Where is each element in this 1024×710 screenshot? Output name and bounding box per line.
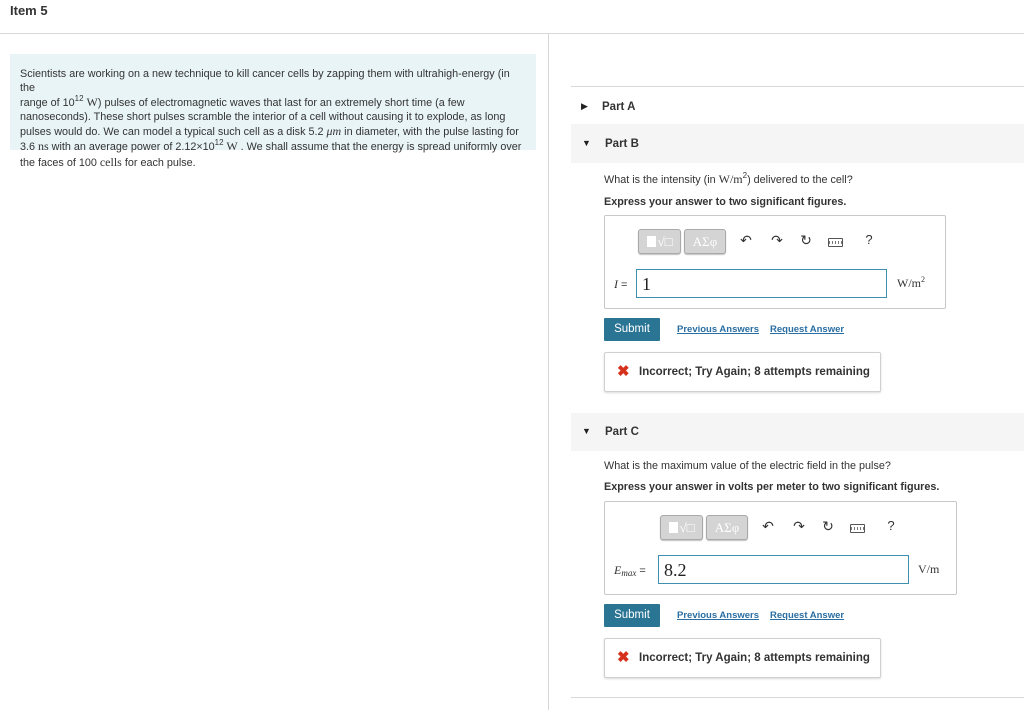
- intro-line: [20, 139, 526, 154]
- intro-text: the faces of 100: [20, 156, 100, 169]
- redo-icon[interactable]: ↷: [771, 232, 783, 248]
- part-c-instruction: Express your answer in volts per meter to two significant figures.: [604, 481, 940, 493]
- unit-text: cells: [99, 154, 122, 169]
- unit-text: ns: [38, 139, 49, 154]
- template-box-icon: [669, 522, 678, 533]
- part-c-request-answer-link[interactable]: Request Answer: [770, 610, 845, 621]
- help-icon[interactable]: ?: [865, 232, 873, 247]
- part-b-feedback: [604, 352, 881, 392]
- part-a-label: Part A: [602, 101, 636, 113]
- unit-text: W: [223, 139, 238, 154]
- part-c-previous-answers-link[interactable]: Previous Answers: [677, 610, 760, 621]
- intro-text: nanoseconds). These short pulses scramble the interior of a cell without causing it to explode, as long: [20, 111, 506, 124]
- part-c-answer-box: [604, 501, 957, 595]
- feedback-text: Incorrect; Try Again; 8 attempts remaining: [639, 652, 870, 664]
- intro-line: [20, 95, 526, 110]
- part-b-instruction: Express your answer to two significant figures.: [604, 196, 847, 208]
- unit-text: μm: [326, 124, 342, 139]
- intro-text: range of 10: [20, 97, 75, 110]
- answer-unit: [897, 276, 925, 291]
- answer-variable-label: [614, 277, 627, 292]
- part-b-request-answer-link[interactable]: Request Answer: [770, 324, 845, 335]
- intro-text: in diameter, with the pulse lasting for: [341, 126, 519, 139]
- part-b-submit-button[interactable]: Submit: [604, 318, 660, 341]
- symbols-label: ΑΣφ: [714, 520, 740, 535]
- equation-toolbar: [638, 229, 908, 256]
- part-b-label: Part B: [605, 138, 639, 150]
- help-icon[interactable]: ?: [887, 518, 895, 533]
- part-b-answer-input[interactable]: 1: [636, 269, 887, 298]
- exponent: 2: [921, 275, 925, 284]
- variable-subscript: max: [621, 568, 637, 578]
- part-b-header[interactable]: [571, 124, 1024, 163]
- item-title: Item 5: [10, 3, 48, 18]
- part-c-feedback: [604, 638, 881, 678]
- part-b-previous-answers-link[interactable]: Previous Answers: [677, 324, 760, 335]
- expanded-arrow-icon: ▼: [582, 138, 591, 148]
- symbols-label: ΑΣφ: [692, 234, 718, 249]
- keyboard-icon[interactable]: [828, 238, 843, 247]
- part-c-question: What is the maximum value of the electric field in the pulse?: [604, 460, 891, 472]
- item-header: [0, 0, 1024, 34]
- answer-variable-label: [614, 563, 646, 578]
- intro-text: pulses would do. We can model a typical such cell as a disk 5.2: [20, 126, 327, 139]
- redo-icon[interactable]: ↷: [793, 518, 805, 534]
- answer-unit: V/m: [918, 562, 940, 576]
- unit-text: W/m: [718, 172, 743, 186]
- equation-toolbar: [660, 515, 930, 542]
- part-c-header[interactable]: [571, 413, 1024, 451]
- intro-text: for each pulse.: [121, 156, 196, 169]
- reset-icon[interactable]: ↻: [822, 518, 834, 534]
- template-box-icon: [647, 236, 656, 247]
- reset-icon[interactable]: ↻: [800, 232, 812, 248]
- intro-line: [20, 124, 526, 139]
- problem-intro: [10, 54, 536, 169]
- question-text: ) delivered to the cell?: [747, 174, 853, 186]
- expanded-arrow-icon: ▼: [582, 426, 591, 436]
- exponent: 12: [74, 94, 84, 104]
- templates-icon[interactable]: [660, 515, 703, 540]
- intro-text: Scientists are working on a new technique to kill cancer cells by zapping them with ultrahigh-energy (in the: [20, 68, 510, 95]
- part-b-question: [604, 172, 853, 187]
- intro-text: . We shall assume that the energy is spread uniformly over: [237, 141, 522, 154]
- intro-line: [20, 67, 526, 95]
- intro-text: ) pulses of electromagnetic waves that last for an extremely short time (a few: [97, 97, 465, 110]
- intro-text: with an average power of 2.12×10: [48, 141, 215, 154]
- variable-symbol: E: [614, 563, 622, 577]
- question-text: What is the intensity (in: [604, 174, 719, 186]
- templates-label: √□: [657, 234, 673, 249]
- equals-sign: =: [636, 565, 646, 577]
- unit-text: W: [86, 95, 98, 110]
- templates-label: √□: [679, 520, 695, 535]
- symbols-icon[interactable]: [706, 515, 748, 540]
- exponent: 2: [742, 171, 748, 180]
- undo-icon[interactable]: ↶: [740, 232, 752, 248]
- part-c-submit-button[interactable]: Submit: [604, 604, 660, 627]
- exponent: 12: [214, 138, 224, 148]
- part-b-answer-box: [604, 215, 946, 309]
- incorrect-icon: ✖: [617, 363, 630, 380]
- equals-sign: =: [618, 279, 628, 291]
- intro-line: [20, 155, 526, 170]
- variable-symbol: I: [614, 277, 618, 291]
- part-c-label: Part C: [605, 426, 639, 438]
- intro-text: 3.6: [20, 141, 39, 154]
- undo-icon[interactable]: ↶: [762, 518, 774, 534]
- symbols-icon[interactable]: [684, 229, 726, 254]
- feedback-text: Incorrect; Try Again; 8 attempts remaining: [639, 366, 870, 378]
- unit-text: W/m: [897, 276, 921, 290]
- collapsed-arrow-icon: ▶: [581, 101, 588, 111]
- problem-intro-column: [0, 33, 549, 710]
- part-c-answer-input[interactable]: 8.2: [658, 555, 909, 584]
- templates-icon[interactable]: [638, 229, 681, 254]
- divider: [571, 697, 1024, 698]
- intro-line: [20, 110, 526, 124]
- incorrect-icon: ✖: [617, 649, 630, 666]
- keyboard-icon[interactable]: [850, 524, 865, 533]
